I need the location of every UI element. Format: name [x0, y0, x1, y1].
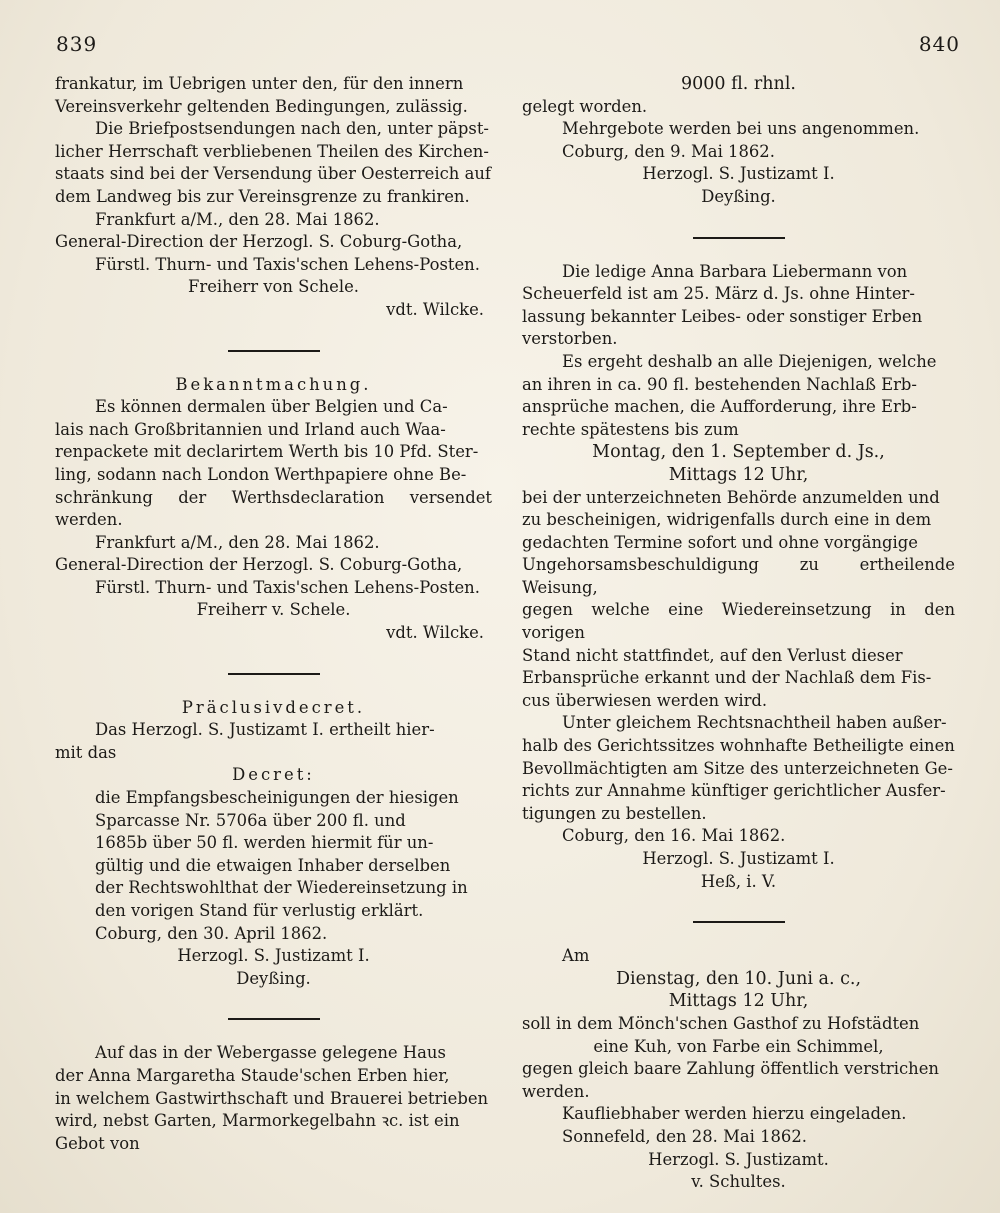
text-line: ansprüche machen, die Aufforderung, ihre Erb- — [522, 397, 917, 417]
text-line: schränkung der Werthsdeclaration versendet werden. — [55, 487, 492, 530]
text-line: licher Herrschaft verbliebenen Theilen des Kirchen- — [55, 141, 489, 161]
signer: Deyßing. — [701, 186, 776, 206]
page-number-right: 840 — [918, 32, 960, 56]
text-line: wird, nebst Garten, Marmorkegelbahn ꝛc. ist ein — [55, 1111, 460, 1131]
right-column — [522, 73, 955, 1194]
text-line: tigungen zu bestellen. — [522, 803, 707, 823]
text-line: gültig und die etwaigen Inhaber derselben — [95, 855, 451, 875]
text-line: frankatur, im Uebrigen unter den, für den innern — [55, 74, 464, 93]
section-divider — [228, 350, 320, 352]
text-line: der Rechtswohlthat der Wiedereinsetzung in — [95, 878, 468, 898]
notice-estate-liebermann — [522, 261, 955, 894]
signer: Freiherr v. Schele. — [196, 600, 351, 620]
text-line: den vorigen Stand für verlustig erklärt. — [95, 901, 424, 920]
sender-line: Fürstl. Thurn- und Taxis'schen Lehens-Posten. — [95, 577, 480, 597]
signer: Deyßing. — [236, 968, 311, 988]
bid-amount: 9000 fl. rhnl. — [681, 74, 796, 94]
notice-bekanntmachung — [55, 374, 492, 645]
text-line: Erbansprüche erkannt und der Nachlaß dem Fis- — [522, 668, 932, 688]
text-line: Kaufliebhaber werden hierzu eingeladen. — [562, 1104, 907, 1124]
place-date: Frankfurt a/M., den 28. Mai 1862. — [95, 532, 380, 552]
text-line: Vereinsverkehr geltenden Bedingungen, zulässig. — [55, 96, 468, 116]
text-line: gegen welche eine Wiedereinsetzung in den vorigen — [522, 600, 955, 643]
office: Herzogl. S. Justizamt I. — [642, 164, 835, 184]
sender-line: Fürstl. Thurn- und Taxis'schen Lehens-Posten. — [95, 254, 480, 274]
text-line: an ihren in ca. 90 fl. bestehenden Nachlaß Erb- — [522, 374, 917, 394]
section-divider — [693, 921, 785, 923]
place-date: Sonnefeld, den 28. Mai 1862. — [562, 1126, 807, 1146]
text-line: Die Briefpostsendungen nach den, unter päpst- — [95, 119, 489, 139]
section-divider — [693, 237, 785, 239]
text-line: soll in dem Mönch'schen Gasthof zu Hofstädten — [522, 1013, 920, 1033]
text-line: gelegt worden. — [522, 96, 648, 116]
text-line: Sparcasse Nr. 5706a über 200 fl. und — [95, 810, 406, 830]
place-date: Coburg, den 16. Mai 1862. — [562, 826, 786, 846]
auction-time: Mittags 12 Uhr, — [668, 991, 809, 1012]
text-line: lais nach Großbritannien und Irland auch Waa- — [55, 419, 446, 439]
house-auction-continuation — [522, 73, 955, 209]
text-line: rechte spätestens bis zum — [522, 419, 739, 439]
notice-title: Präclusivdecret. — [181, 697, 366, 717]
postal-notice-continuation — [55, 73, 492, 322]
signer: Heß, i. V. — [700, 871, 777, 891]
signer: v. Schultes. — [691, 1172, 786, 1192]
text-line: 1685b über 50 fl. werden hiermit für un- — [95, 833, 434, 853]
text-line: Unter gleichem Rechtsnachtheil haben außer- — [562, 713, 947, 733]
notice-praeclusivdecret — [55, 697, 492, 991]
text-line: cus überwiesen werden wird. — [522, 690, 768, 710]
place-date: Coburg, den 30. April 1862. — [95, 923, 328, 943]
deadline-date: Montag, den 1. September d. Js., — [592, 442, 885, 463]
text-line: Mehrgebote werden bei uns angenommen. — [562, 119, 920, 139]
decret-heading: Decret: — [232, 765, 315, 785]
text-line: dem Landweg bis zur Vereinsgrenze zu frankiren. — [55, 186, 470, 206]
text-line: Am — [562, 946, 590, 966]
text-line: die Empfangsbescheinigungen der hiesigen — [95, 788, 459, 808]
text-line: Ungehorsamsbeschuldigung zu ertheilende Weisung, — [522, 555, 955, 597]
sender-line: General-Direction der Herzogl. S. Coburg-Gotha, — [55, 555, 463, 575]
text-line: verstorben. — [522, 329, 618, 349]
text-line: der Anna Margaretha Staude'schen Erben hier, — [55, 1065, 450, 1085]
text-line: in welchem Gastwirthschaft und Brauerei betrieben — [55, 1088, 489, 1108]
notice-cow-auction — [522, 945, 955, 1194]
office: Herzogl. S. Justizamt I. — [642, 849, 835, 868]
text-line: Es können dermalen über Belgien und Ca- — [95, 397, 448, 417]
text-line: Stand nicht stattfindet, auf den Verlust dieser — [522, 645, 903, 665]
text-line: werden. — [522, 1081, 590, 1101]
signer: Freiherr von Schele. — [188, 277, 359, 297]
text-line: gedachten Termine sofort und ohne vorgängige — [522, 532, 918, 552]
office: Herzogl. S. Justizamt I. — [177, 946, 370, 966]
text-line: zu bescheinigen, widrigenfalls durch eine in dem — [522, 510, 932, 530]
deadline-time: Mittags 12 Uhr, — [668, 464, 809, 485]
notice-house-auction — [55, 1042, 492, 1155]
text-line: Die ledige Anna Barbara Liebermann von — [562, 261, 908, 281]
text-line: halb des Gerichtssitzes wohnhafte Betheiligte einen — [522, 736, 955, 756]
text-line: Es ergeht deshalb an alle Diejenigen, welche — [562, 351, 937, 371]
text-line: Das Herzogl. S. Justizamt I. ertheilt hier- — [95, 720, 435, 740]
place-date: Coburg, den 9. Mai 1862. — [562, 141, 775, 161]
place-date: Frankfurt a/M., den 28. Mai 1862. — [95, 209, 380, 229]
text-line: mit das — [55, 742, 117, 762]
text-line: renpackete mit declarirtem Werth bis 10 Pfd. Ster- — [55, 442, 479, 462]
text-line: bei der unterzeichneten Behörde anzumelden und — [522, 487, 940, 507]
text-line: gegen gleich baare Zahlung öffentlich verstrichen — [522, 1059, 939, 1079]
text-line: Scheuerfeld ist am 25. März d. Js. ohne Hinter- — [522, 284, 915, 304]
section-divider — [228, 673, 320, 675]
text-line: Auf das in der Webergasse gelegene Haus — [95, 1043, 446, 1063]
vdt-signature: vdt. Wilcke. — [386, 623, 484, 643]
page-number-left: 839 — [56, 32, 98, 56]
text-line: lassung bekannter Leibes- oder sonstiger Erben — [522, 306, 923, 326]
text-line: staats sind bei der Versendung über Oesterreich auf — [55, 164, 491, 184]
text-line: richts zur Annahme künftiger gerichtlicher Ausfer- — [522, 781, 946, 801]
sender-line: General-Direction der Herzogl. S. Coburg-Gotha, — [55, 232, 463, 252]
left-column — [55, 73, 492, 1155]
text-line: Gebot von — [55, 1133, 140, 1153]
auction-date: Dienstag, den 10. Juni a. c., — [615, 968, 862, 989]
text-line: Bevollmächtigten am Sitze des unterzeichneten Ge- — [522, 758, 953, 778]
notice-title: Bekanntmachung. — [175, 374, 372, 394]
section-divider — [228, 1018, 320, 1020]
vdt-signature: vdt. Wilcke. — [386, 299, 484, 319]
text-line: ling, sodann nach London Werthpapiere ohne Be- — [55, 464, 467, 484]
text-line: eine Kuh, von Farbe ein Schimmel, — [593, 1036, 884, 1056]
office: Herzogl. S. Justizamt. — [648, 1149, 829, 1169]
